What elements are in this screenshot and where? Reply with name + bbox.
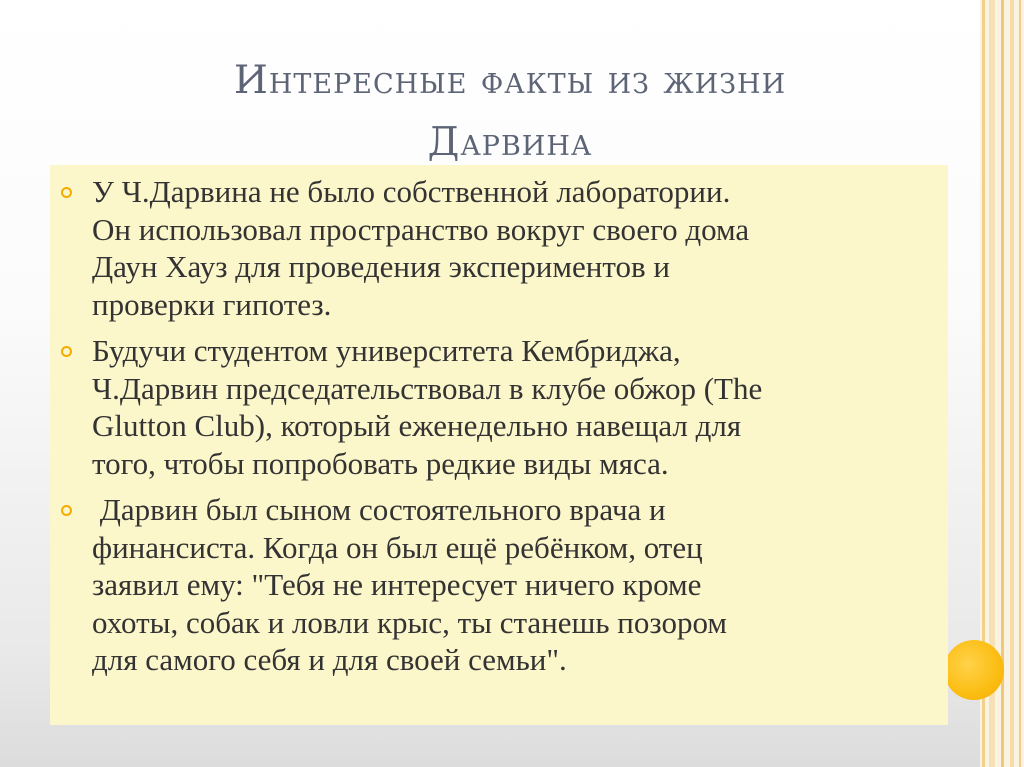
circle-bullet-icon: [61, 346, 72, 357]
bullet-list: [92, 173, 926, 679]
slide-title-line-2: Дарвина: [427, 120, 593, 165]
bullet-line: Ч.Дарвин председательствовал в клубе обжор (The: [92, 370, 763, 406]
bullet-line: того, чтобы попробовать редкие виды мяса.: [92, 445, 669, 481]
stripe: [1010, 0, 1014, 767]
bullet-line: заявил ему: "Тебя не интересует ничего кроме: [92, 567, 702, 602]
bullet-line: Он использовал пространство вокруг своего дома: [92, 211, 750, 247]
slide-title: [120, 50, 900, 174]
stripe: [1001, 0, 1004, 767]
bullet-line: У Ч.Дарвина не было собственной лаборатории.: [92, 174, 731, 209]
bullet-item: [92, 332, 926, 482]
bullet-line: Дарвин был сыном состоятельного врача и: [92, 492, 666, 527]
decorative-circle: [944, 640, 1004, 700]
circle-bullet-icon: [61, 187, 72, 198]
bullet-item: [92, 173, 926, 323]
bullet-line: Даун Хауз для проведения экспериментов и: [92, 249, 670, 284]
bullet-line: проверки гипотез.: [92, 286, 332, 322]
circle-bullet-icon: [61, 505, 72, 516]
bullet-line: для самого себя и для своей семьи".: [92, 642, 567, 677]
bullet-line: финансиста. Когда он был ещё ребёнком, отец: [92, 529, 703, 565]
content-box: [50, 165, 948, 725]
bullet-item: [92, 491, 926, 679]
stripe: [1019, 0, 1021, 767]
slide-title-line-1: Интересные факты из жизни: [233, 58, 787, 103]
bullet-line: Glutton Club), который еженедельно навещал для: [92, 408, 742, 443]
bullet-line: охоты, собак и ловли крыс, ты станешь позором: [92, 604, 727, 640]
bullet-line: Будучи студентом университета Кембриджа,: [92, 333, 681, 368]
